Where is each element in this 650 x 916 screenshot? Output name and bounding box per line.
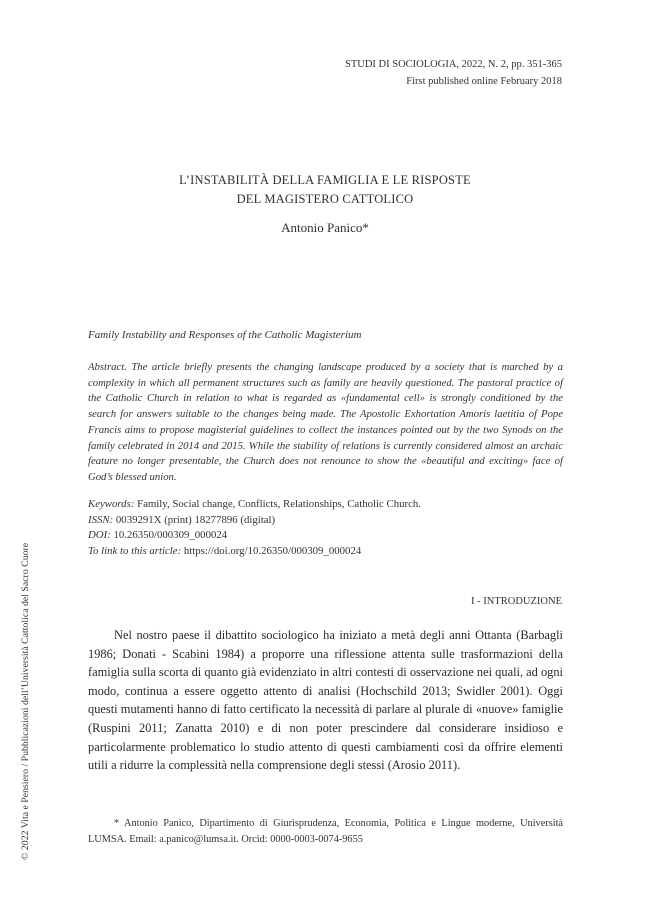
article-title: [120, 171, 530, 209]
doi-line: [88, 528, 563, 544]
article-title-line-1: L’INSTABILITÀ DELLA FAMIGLIA E LE RISPOSTE: [179, 173, 471, 187]
english-title: Family Instability and Responses of the Catholic Magisterium: [88, 329, 362, 341]
author-footnote: * Antonio Panico, Dipartimento di Giurisprudenza, Economia, Politica e Lingue moderne, Università LUMSA. Email: a.panico@lumsa.it. Orcid: 0000-0003-0074-9655: [88, 818, 563, 845]
article-metadata: [88, 497, 563, 559]
link-label: To link to this article:: [88, 544, 182, 557]
body-paragraph: Nel nostro paese il dibattito sociologico ha iniziato a metà degli anni Ottanta (Barbagli 1986; Donati - Scabini 1984) a proporre una riflessione attenta sulle trasformazioni della famiglia sulla scorta di quanto già evidenziato in altri contesti di osservazione nei quali, ad ogni modo, continua a essere oggetto attento di analisi (Hochschild 2013; Swidler 2001). Oggi questi mutamenti hanno di fatto certificato la necessità di parlare al plurale di «nuove» famiglie (Ruspini 2011; Zanatta 2010) e di non poter prescindere dal considerare insidioso e particolarmente problematico lo studio attento di questi cambiamenti così da offrire elementi utili a ridurre la complessità nella comprensione degli stessi (Arosio 2011).: [88, 628, 563, 773]
keywords-label: Keywords:: [88, 498, 135, 510]
section-heading: I - INTRODUZIONE: [471, 596, 562, 607]
journal-citation: STUDI DI SOCIOLOGIA, 2022, N. 2, pp. 351-365: [345, 59, 562, 70]
keywords-value: Family, Social change, Conflicts, Relationships, Catholic Church.: [137, 498, 421, 510]
author-name: Antonio Panico*: [281, 220, 369, 235]
journal-header: [242, 56, 562, 90]
keywords-line: [88, 497, 563, 513]
doi-label: DOI:: [88, 529, 111, 542]
issn-label: ISSN:: [88, 513, 114, 526]
issn-line: [88, 513, 563, 529]
abstract: Abstract. The article briefly presents the changing landscape produced by a society that is marched by a complexity in which all permanent structures such as family are heavily questioned. The pastoral practice of the Catholic Church in relation to what is regarded as «fundamental cell» is strongly conditioned by the search for answers suitable to the changes being made. The Apostolic Exhortation Amoris laetitia of Pope Francis aims to propose magisterial guidelines to collect the instances pointed out by the two Synods on the family celebrated in 2014 and 2015. While the stability of relations is currently considered almost an archaic feature no longer presentable, the Church does not renounce to show the «beautiful and exciting» face of God’s blessed union.: [88, 361, 563, 483]
link-line: [88, 544, 563, 560]
article-title-line-2: DEL MAGISTERO CATTOLICO: [236, 192, 414, 206]
doi-link[interactable]: https://doi.org/10.26350/000309_000024: [183, 544, 362, 557]
copyright-notice: © 2022 Vita e Pensiero / Pubblicazioni dell’Università Cattolica del Sacro Cuore: [20, 542, 31, 860]
doi-value: 10.26350/000309_000024: [113, 529, 228, 542]
publication-date: First published online February 2018: [406, 76, 562, 87]
issn-value: 0039291X (print) 18277896 (digital): [115, 513, 276, 526]
